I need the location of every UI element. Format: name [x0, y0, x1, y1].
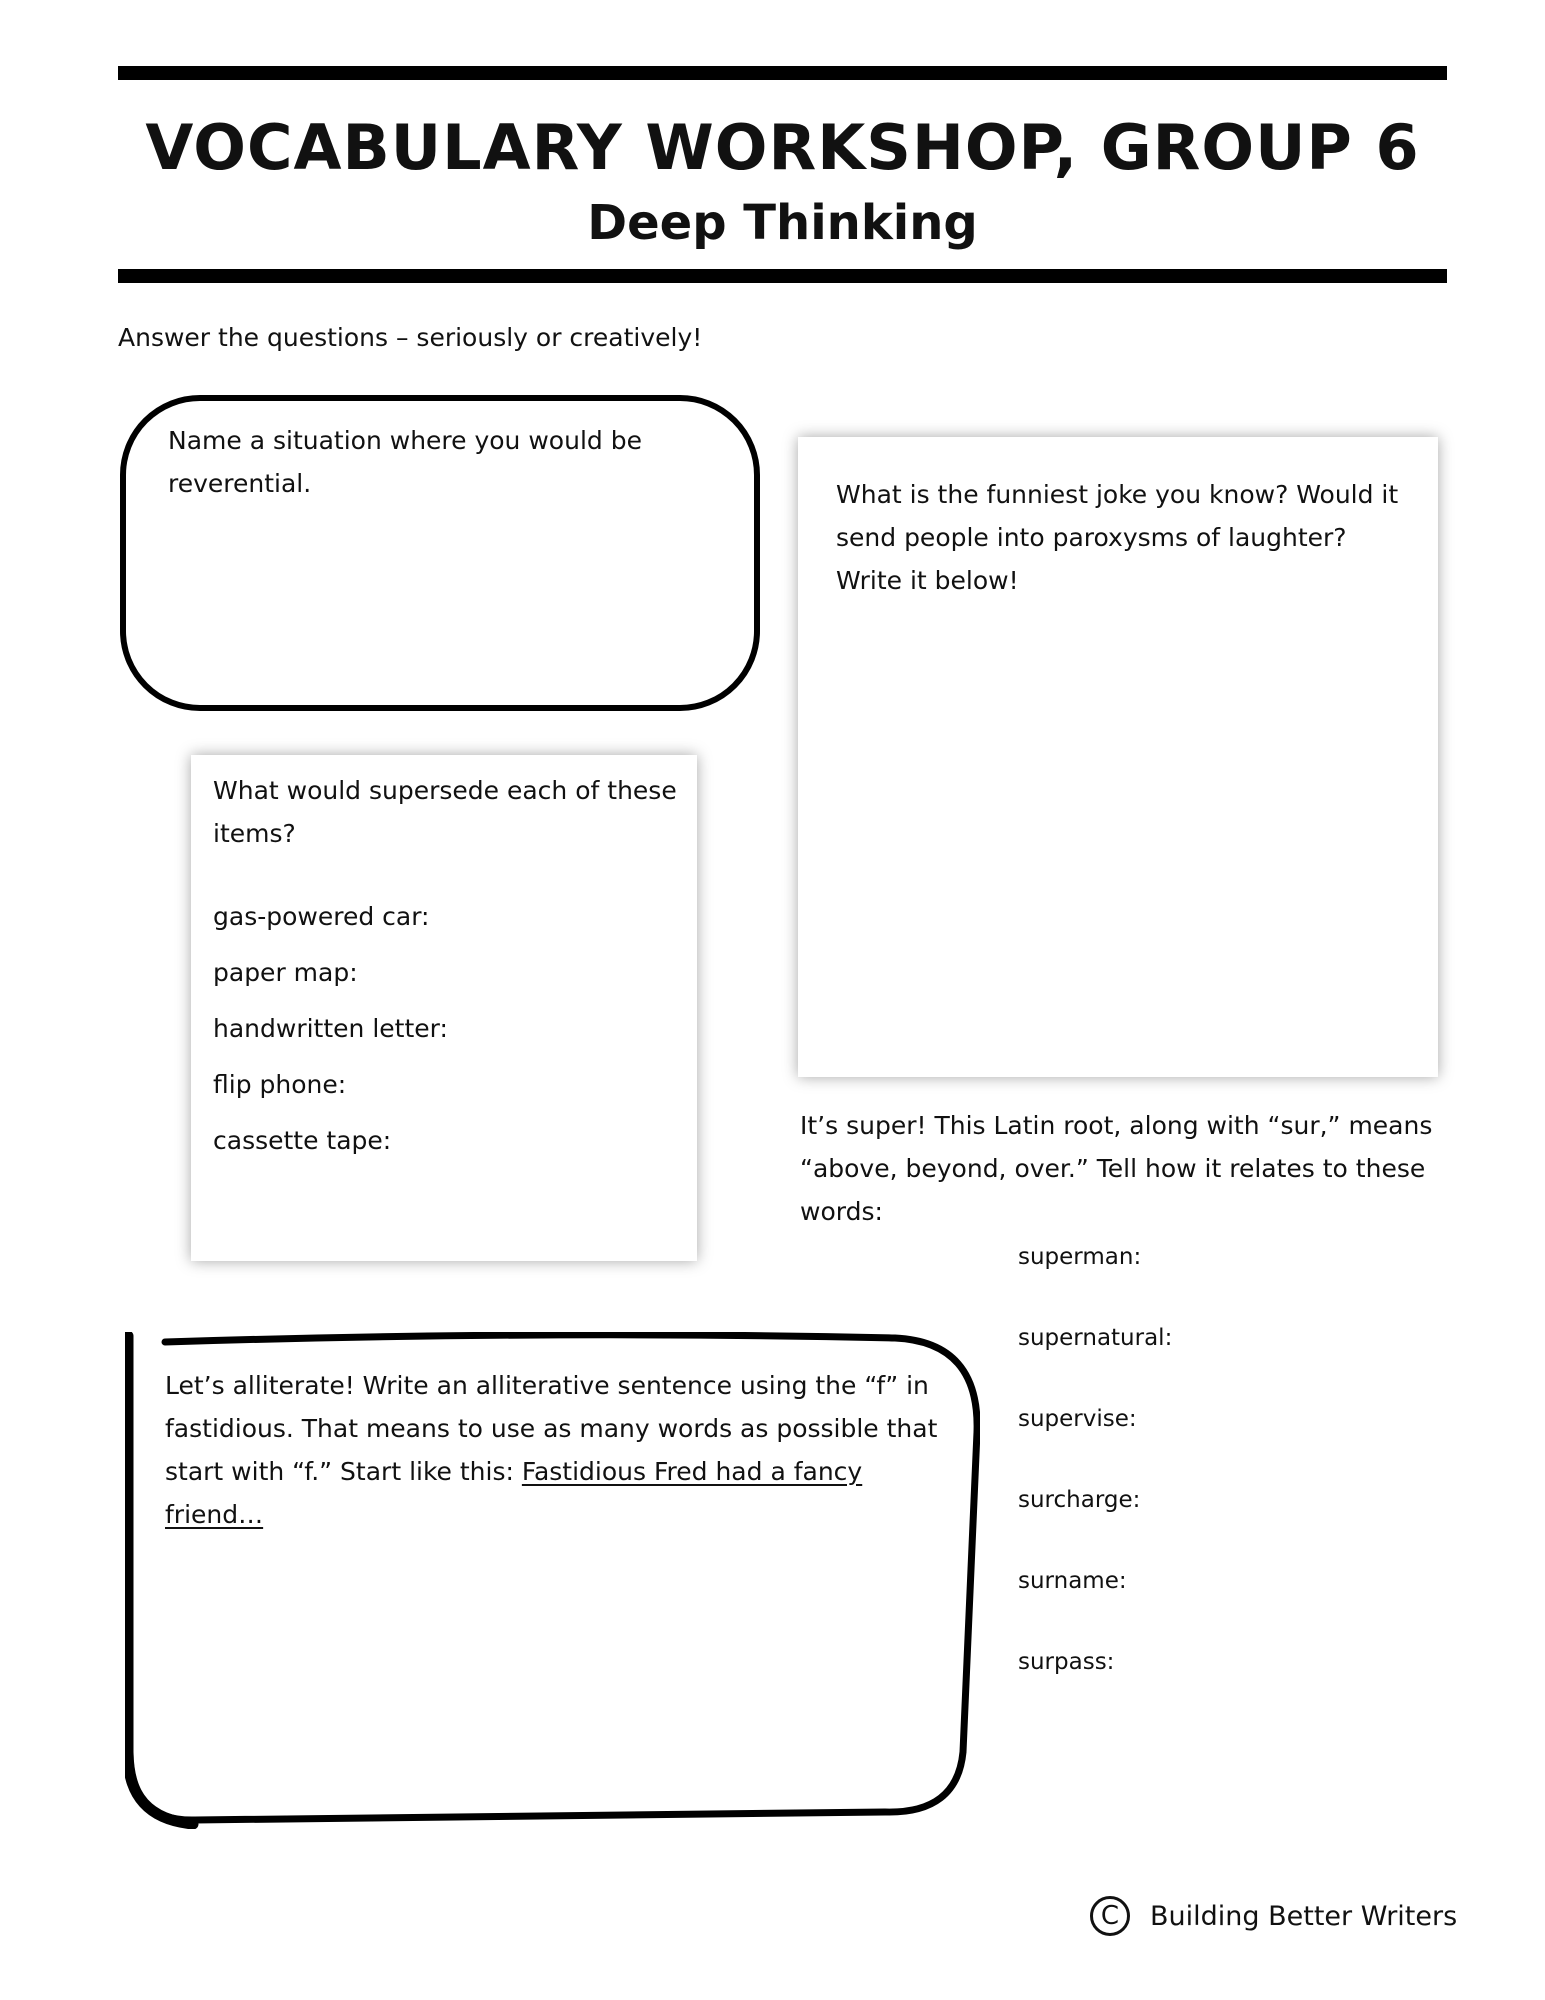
alliterate-answer-box[interactable] [125, 1332, 980, 1829]
alliterate-prompt: Let’s alliterate! Write an alliterative sentence using the “f” in fastidious. That means to use as many words as possible that start with “f.” Start like this: [165, 1371, 938, 1486]
super-word: surpass: [1018, 1649, 1115, 1675]
supersede-item: flip phone: [213, 1070, 347, 1099]
super-root-prompt: It’s super! This Latin root, along with “sur,” means “above, beyond, over.” Tell how it relates to these words: [800, 1111, 1433, 1226]
supersede-card[interactable] [191, 755, 697, 1261]
reverential-answer-box[interactable] [120, 395, 760, 711]
page-title: VOCABULARY WORKSHOP, GROUP 6 [145, 111, 1420, 184]
super-word: surname: [1018, 1568, 1127, 1594]
joke-answer-card[interactable] [798, 437, 1438, 1077]
page-subtitle: Deep Thinking [587, 195, 978, 251]
footer-credit: Building Better Writers [1150, 1900, 1458, 1932]
alliterate-example: Fastidious Fred had a fancy friend… [165, 1457, 863, 1529]
super-word: supernatural: [1018, 1325, 1173, 1351]
copyright-icon: C [1090, 1896, 1130, 1936]
super-words-list [1018, 1236, 1172, 1722]
super-word: surcharge: [1018, 1487, 1141, 1513]
supersede-item: handwritten letter: [213, 1014, 448, 1043]
footer [1090, 1892, 1457, 1940]
supersede-item: paper map: [213, 958, 358, 987]
supersede-prompt: What would supersede each of these items? [213, 776, 677, 848]
reverential-prompt: Name a situation where you would be reverential. [168, 426, 642, 498]
super-word: supervise: [1018, 1406, 1137, 1432]
joke-prompt: What is the funniest joke you know? Would it send people into paroxysms of laughter? Write it below! [836, 480, 1399, 595]
instructions-text: Answer the questions – seriously or creatively! [118, 323, 703, 352]
supersede-items-list [213, 895, 448, 1175]
header-rule-top [118, 66, 1447, 80]
supersede-item: cassette tape: [213, 1126, 392, 1155]
alliterate-prompt-block [165, 1364, 955, 1536]
header-rule-bottom [118, 269, 1447, 283]
supersede-item: gas-powered car: [213, 902, 430, 931]
super-word: superman: [1018, 1244, 1142, 1270]
